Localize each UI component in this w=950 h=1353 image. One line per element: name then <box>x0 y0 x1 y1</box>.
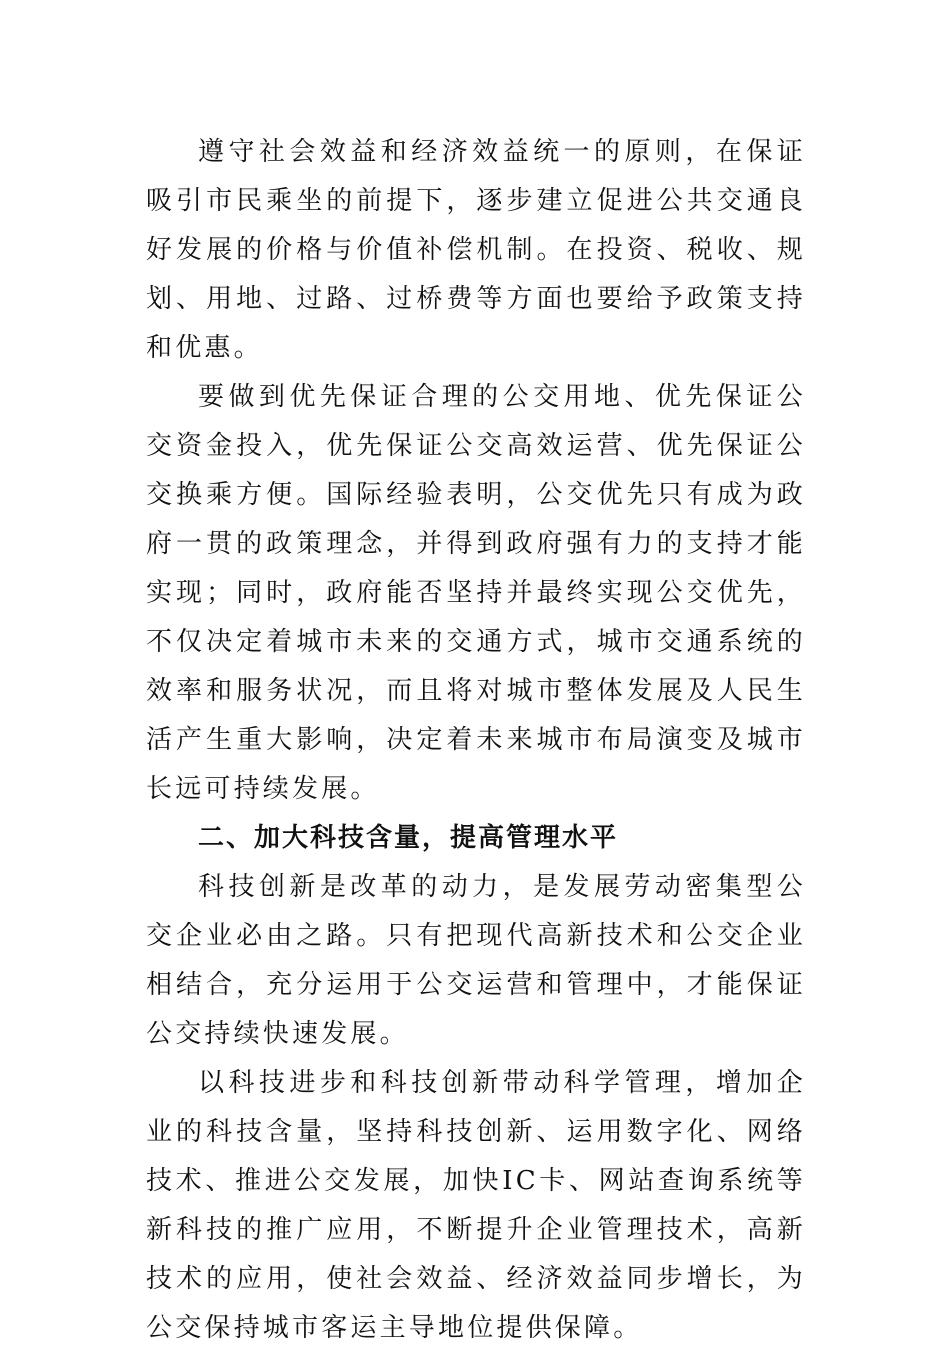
paragraph: 遵守社会效益和经济效益统一的原则，在保证吸引市民乘坐的前提下，逐步建立促进公共交通良好发展的价格与价值补偿机制。在投资、税收、规划、用地、过路、过桥费等方面也要给予政策支持和优惠。 <box>146 137 806 363</box>
paragraph: 要做到优先保证合理的公交用地、优先保证公交资金投入，优先保证公交高效运营、优先保证公交换乘方便。国际经验表明，公交优先只有成为政府一贯的政策理念，并得到政府强有力的支持才能实现；同时，政府能否坚持并最终实现公交优先，不仅决定着城市未来的交通方式，城市交通系统的效率和服务状况，而且将对城市整体发展及人民生活产生重大影响，决定着未来城市布局演变及城市长远可持续发展。 <box>146 382 806 804</box>
paragraph: 科技创新是改革的动力，是发展劳动密集型公交企业必由之路。只有把现代高新技术和公交企业相结合，充分运用于公交运营和管理中，才能保证公交持续快速发展。 <box>146 872 806 1049</box>
document-body <box>146 128 806 1353</box>
section-heading: 二、加大科技含量，提高管理水平 <box>198 823 619 853</box>
paragraph: 以科技进步和科技创新带动科学管理，增加企业的科技含量，坚持科技创新、运用数字化、网络技术、推进公交发展，加快IC卡、网站查询系统等新科技的推广应用，不断提升企业管理技术，高新技术的应用，使社会效益、经济效益同步增长，为公交保持城市客运主导地位提供保障。 <box>146 1068 806 1343</box>
